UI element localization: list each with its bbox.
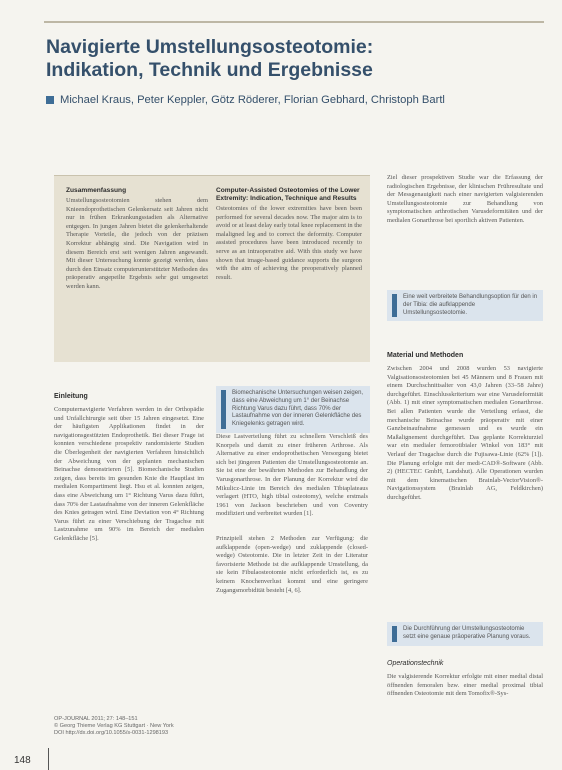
page-divider xyxy=(48,748,49,770)
callout-bar-icon xyxy=(221,390,226,429)
right-intro xyxy=(387,174,543,226)
right-callout-2 xyxy=(387,622,543,646)
middle-paragraph-1: Diese Lastverteilung führt zu schnellem Verschleiß des Knorpels und damit zu einer früheren Arthrose. Als Alternative zu einer endoprothetischen Versorgung bietet sich bei jüngeren Patienten die Umstellungsosteotomie an. Sie ist eine der bewährten Methoden zur Behandlung der Varusgonarthrose. In der Planung der Korrektur wird die Mikulicz-Linie im Bereich des medialen Tibiaplateaus verlagert (HTO, high tibial osteotomy), welche erstmals 1961 von Jackson beschrieben und von Coventry modifiziert und verbreitet wurden [1]. xyxy=(216,433,368,518)
right-callout-1-text: Eine weit verbreitete Behandlungsoption für den in der Tibia: die aufklappende Umstellungsosteotomie. xyxy=(403,294,538,316)
authors-line xyxy=(46,94,546,106)
intro-heading: Einleitung xyxy=(54,393,88,400)
title-line-2: Indikation, Technik und Ergebnisse xyxy=(46,59,373,81)
right-callout-1 xyxy=(387,290,543,321)
intro-text: Computernavigierte Verfahren werden in der Orthopädie und Unfallchirurgie seit über 15 Jahren eingesetzt. Eine der häufigsten Applikationen findet in der navigationsgestützten Endoprothetik. Bei dieser Frage ist konnten verschiedene prospektiv randomisierte Studien die Überlegenheit der navigierten Verfahren hinsichtlich der Abweichung von der geplanten mechanischen Beinachse demonstrieren [5]. Biomechanische Studien zeigen, dass bereits im gesunden Knie die Hauptlast im medialen Kompartiment liegt. Hsu et al. konnten zeigen, dass eine Abweichung um 1° Richtung Varus dazu führt, dass 70% der Lastaufnahme von der inneren Gelenkfläche des Knies getragen wird. Eine Deviation von 4° Richtung Varus führt zu einer Verschiebung der Tragachse mit Lastzunahme um 90% im Bereich der medialen Gelenkfläche [5]. xyxy=(54,406,204,542)
middle-paragraph-2: Prinzipiell stehen 2 Methoden zur Verfügung: die aufklappende (open-wedge) und zuklappende (closed-wedge) Osteotomie. Die in letzter Zeit in der Literatur favorisierte Methode ist die aufklappende Umstellung, da sie kein Fibulaosteotomie nicht erforderlich ist, es zu keinem Knochenverlust kommt und eine geringere Zugangsmorbidität besteht [4, 6]. xyxy=(216,534,368,594)
summary-de xyxy=(66,187,208,292)
op-text: Die valgisierende Korrektur erfolgte mit einer medial distal öffnenden femoralen bzw. einer medial proximal tibial öffnenden Osteotomie mit dem Tomofix®-Sys- xyxy=(387,673,543,698)
methods-heading: Material und Methoden xyxy=(387,352,464,359)
methods xyxy=(387,352,543,503)
callout-bar-icon xyxy=(392,626,397,642)
page-number: 148 xyxy=(14,755,31,766)
middle-body xyxy=(216,433,368,595)
methods-text: Zwischen 2004 und 2008 wurden 53 navigierte Valgisationsosteotomien bei 45 Männern und 8 Frauen mit einem Durchschnittsalter von 43,0 Jahren (33–58 Jahre) durchgeführt. Einschlusskriterium war eine Varusdeformität (Abb. 1) mit einer symptomatischen medialen Gonarthrose. Bei allen Patienten wurde die Verteilung erfasst, die mechanische Beinachse wurde präoperativ mit einer Ganzbeinaufnahme gemessen und es wurde ein Maßalignement durchgeführt. Das geplante Korrekturziel war ein medialer femorotibialer Winkel von 183° mit Verlauf der Tragachse durch die Fujisawa-Linie (62% [1]). Die Planung erfolgte mit der medi-CAD®-Software (Abb. 2) (HECTEC GmbH, Landshut). Alle Operationen wurden mit dem kinematischen Brainlab-VectorVision®-Navigationssystem (Brainlab AG, Feldkirchen) durchgeführt. xyxy=(387,365,543,501)
footer-citation: OP-JOURNAL 2011; 27: 148–151 © Georg Thieme Verlag KG Stuttgart · New York DOI http://dx.doi.org/10.1055/s-0031-1298193 xyxy=(54,716,174,736)
header-rule xyxy=(44,21,544,23)
summary-en xyxy=(216,187,362,282)
callout-bar-icon xyxy=(392,294,397,317)
op-heading: Operationstechnik xyxy=(387,660,444,667)
summary-de-text: Umstellungsosteotomien stehen dem Knieendoprothetischen Gelenkersatz seit Jahren nicht nur in frühen Erkrankungsstadien als Alternative entgegen. In jungen Jahren bietet die gelenkerhaltende Therapie Vorteile, die jedoch von der präzisen Korrektur abhängig sind. Die Navigation wird in diesem Bereich erst seit wenigen Jahren angewandt. Mit dieser Untersuchung konnte gezeigt werden, dass durch den Einsatz computerunterstützter Methoden des präoperativ angepeilte Ergebnis sehr gut umgesetzt werden kann. xyxy=(66,197,208,290)
square-bullet-icon xyxy=(46,96,54,104)
title-line-1: Navigierte Umstellungsosteotomie: xyxy=(46,36,374,58)
summary-en-text: Osteotomies of the lower extremities have been been performed for several decades now. The major aim is to avoid or at least delay early total knee replacement in the malaligned leg and to correct the deformity. Computer assisted procedures have been introduced recently to serve as an intraoperative aid. With this study we have shown that image-based guidance supports the surgeon with the aim of achieving the preoperatively planned result. xyxy=(216,205,362,281)
article-title xyxy=(46,36,526,82)
summary-de-heading: Zusammenfassung xyxy=(66,187,127,194)
right-paragraph-1: Ziel dieser prospektiven Studie war die Erfassung der radiologischen Ergebnisse, der klinischen Frühresultate und der Messgenauigkeit nach einer navigierten valgisierenden Umstellungsosteotomie zur Behandlung von symptomatischen arthrotischen Varusdeformitäten und der medialen Gonarthrose bei sportlich aktiven Patienten. xyxy=(387,174,543,224)
introduction xyxy=(54,393,204,544)
middle-callout-text: Biomechanische Untersuchungen weisen zeigen, dass eine Abweichung um 1° der Beinachse Richtung Varus dazu führt, dass 70% der Lastaufnahme von der inneren Gelenkfläche des Kniegelenks getragen wird. xyxy=(232,390,364,428)
summary-en-heading: Computer-Assisted Osteotomies of the Lower Extremity: Indication, Technique and Results xyxy=(216,187,360,202)
middle-callout xyxy=(216,386,370,433)
right-callout-2-text: Die Durchführung der Umstellungsosteotomie setzt eine genaue präoperative Planung voraus. xyxy=(403,626,531,640)
authors: Michael Kraus, Peter Keppler, Götz Röderer, Florian Gebhard, Christoph Bartl xyxy=(60,94,445,106)
op-technique xyxy=(387,660,543,699)
